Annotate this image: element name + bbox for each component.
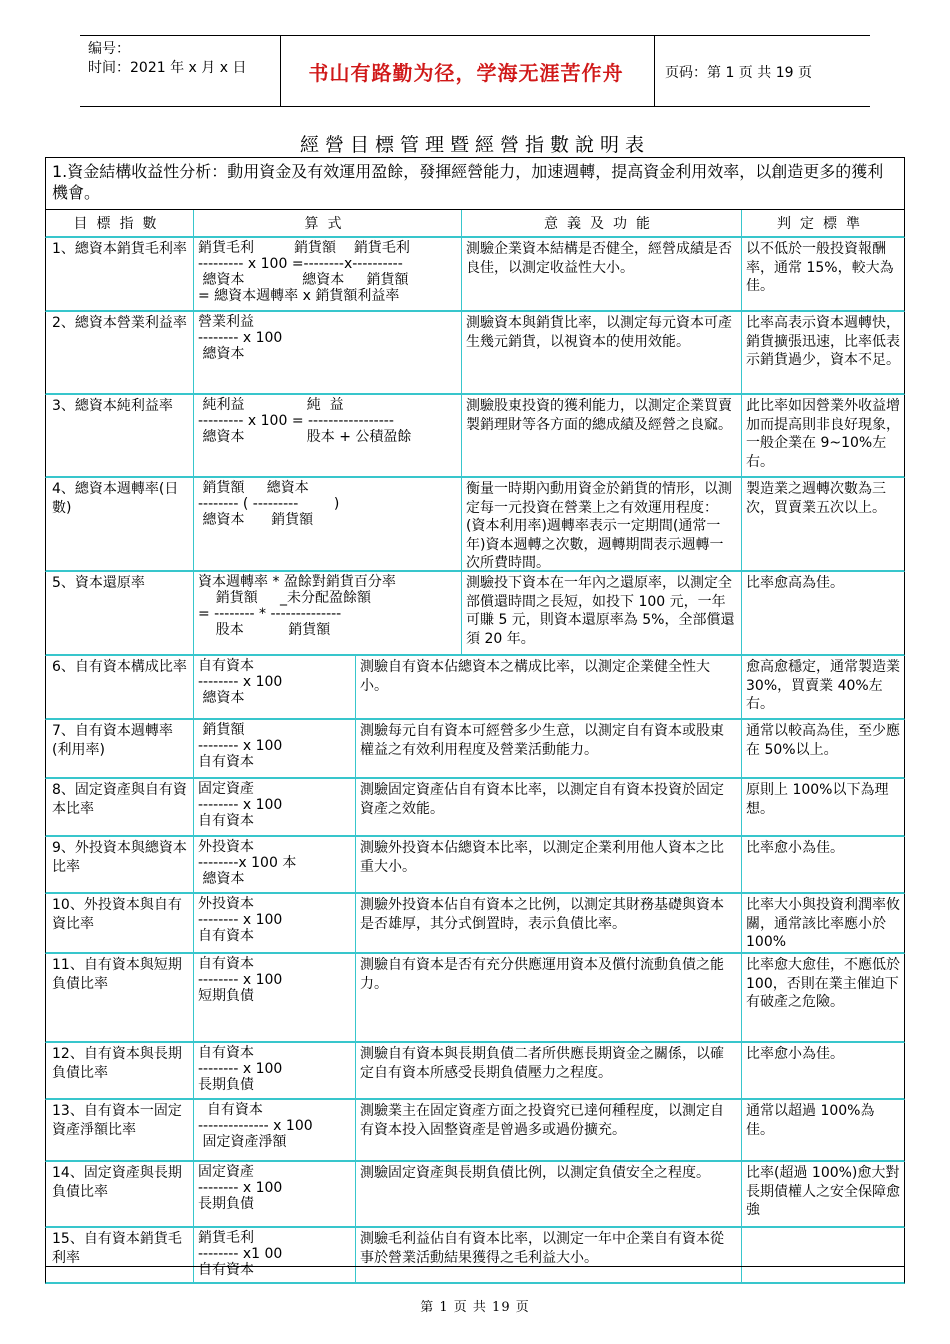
table-row — [45, 894, 905, 954]
section-intro: 1.資金結構收益性分析：動用資金及有效運用盈餘，發揮經營能力，加速週轉，提高資金利用效率，以創造更多的獲利機會。 — [45, 157, 905, 210]
meaning: 測驗自有資本與長期負債二者所供應長期資金之關係，以確定自有資本所感受長期負債壓力之程度。 — [356, 1043, 742, 1098]
standard: 比率高表示資本週轉快，銷貨擴張迅速，比率低表示銷貨過少，資本不足。 — [746, 315, 900, 368]
indicator-name: 1、總資本銷貨毛利率 — [46, 238, 194, 310]
indicator-name: 2、總資本營業利益率 — [46, 312, 194, 393]
standard: 比率愈小為佳。 — [746, 840, 844, 856]
indicator-name: 4、總資本週轉率(日數) — [46, 478, 194, 570]
formula: 自有資本 -------- x 100 總資本 — [194, 656, 356, 718]
standard: 通常以超過 100%為佳。 — [746, 1103, 875, 1138]
table-row — [45, 572, 905, 656]
table-row — [45, 478, 905, 572]
meaning: 測驗資本與銷貨比率，以測定每元資本可產生幾元銷貨，以視資本的使用效能。 — [462, 312, 742, 393]
meaning: 測驗固定資產與長期負債比例，以測定負債安全之程度。 — [356, 1162, 742, 1226]
motto: 书山有路勤为径，学海无涯苦作舟 — [308, 60, 624, 85]
indicator-name: 7、自有資本週轉率(利用率) — [46, 720, 194, 777]
standard — [742, 1228, 904, 1282]
indicator-name: 8、固定資產與自有資本比率 — [46, 779, 194, 835]
table-row — [45, 1043, 905, 1100]
indicator-name: 6、自有資本構成比率 — [46, 656, 194, 718]
indicator-name: 3、總資本純利益率 — [46, 395, 194, 476]
meaning: 測驗固定資產佔自有資本比率，以測定自有資本投資於固定資產之效能。 — [356, 779, 742, 835]
header-divider — [654, 36, 655, 106]
table-bottom-rule — [45, 1266, 905, 1267]
meaning: 測驗外投資本佔總資本比率，以測定企業利用他人資本之比重大小。 — [356, 837, 742, 892]
table-row — [45, 1228, 905, 1284]
indicator-name: 5、資本還原率 — [46, 572, 194, 654]
standard: 比率愈小為佳。 — [746, 1046, 844, 1062]
table-row — [45, 656, 905, 720]
formula: 銷貨毛利 -------- x1 00 自有資本 — [194, 1228, 356, 1282]
doc-number-label: 编号： — [88, 41, 130, 57]
meaning: 測驗外投資本佔自有資本之比例，以測定其財務基礎與資本是否雄厚，其分式倒置時，表示負債比率。 — [356, 894, 742, 952]
header-cell-index: 目標指數 — [46, 210, 194, 236]
table-row — [45, 1100, 905, 1162]
header-cell-standard: 判定標準 — [777, 216, 869, 232]
table-row — [45, 1162, 905, 1228]
formula: 自有資本 -------------- x 100 固定資產淨額 — [194, 1100, 356, 1160]
indicator-name: 12、自有資本與長期負債比率 — [46, 1043, 194, 1098]
formula: 自有資本 -------- x 100 短期負債 — [194, 954, 356, 1041]
meaning: 衡量一時期內動用資金於銷貨的情形，以測定每一元投資在營業上之有效運用程度：(資本利用率)週轉率表示一定期間(通常一年)資本週轉之次數，週轉期間表示週轉一次所費時間。 — [462, 478, 742, 570]
standard: 比率愈大愈佳，不應低於 100，否則在業主催迫下有破產之危險。 — [746, 957, 900, 1010]
formula: 資本週轉率 * 盈餘對銷貨百分率 銷貨額 _未分配盈餘額 = -------- * -------------- 股本 銷貨額 — [194, 572, 462, 654]
table-row — [45, 312, 905, 395]
page-info: 页码：第 1 页 共 19 页 — [665, 65, 812, 81]
table-row — [45, 720, 905, 779]
indicator-name: 10、外投資本與自有資比率 — [46, 894, 194, 952]
formula: 固定資產 -------- x 100 自有資本 — [194, 779, 356, 835]
document-title: 經營目標管理暨經營指數說明表 — [299, 134, 650, 156]
meaning: 測驗股東投資的獲利能力，以測定企業買賣製銷理財等各方面的總成績及經營之良窳。 — [462, 395, 742, 476]
meaning: 測驗投下資本在一年內之還原率，以測定全部償還時間之長短，如投下 100 元，一年可賺 5 元，則資本還原率為 5%，全部償還須 20 年。 — [462, 572, 742, 654]
table-row — [45, 837, 905, 894]
standard: 比率愈高為佳。 — [746, 575, 844, 591]
standard: 以不低於一般投資報酬率，通常 15%，較大為佳。 — [746, 241, 894, 294]
formula: 銷貨毛利 銷貨額 銷貨毛利 --------- x 100 =--------x---------- 總資本 總資本 銷貨額 = 總資本週轉率 x 銷貨額利益率 — [194, 238, 462, 310]
table-row — [45, 954, 905, 1043]
page-footer: 第 1 页 共 19 页 — [420, 1300, 530, 1315]
formula: 純利益 純 益 --------- x 100 = ----------------- 總資本 股本 + 公積盈餘 — [194, 395, 462, 476]
standard: 愈高愈穩定，通常製造業 30%，買賣業 40%左右。 — [746, 659, 900, 712]
meaning: 測驗毛利益佔自有資本比率，以測定一年中企業自有資本從事於營業活動結果獲得之毛利益大小。 — [356, 1228, 742, 1282]
header-cell-formula: 算式 — [194, 210, 462, 236]
formula: 銷貨額 -------- x 100 自有資本 — [194, 720, 356, 777]
indicator-name: 13、自有資本一固定資產淨額比率 — [46, 1100, 194, 1160]
standard: 通常以較高為佳，至少應在 50%以上。 — [746, 723, 900, 758]
formula: 外投資本 --------x 100 本 總資本 — [194, 837, 356, 892]
standard: 比率(超過 100%)愈大對長期債權人之安全保障愈強 — [746, 1165, 900, 1218]
header-meta — [88, 40, 278, 78]
indicator-name: 9、外投資本與總資本比率 — [46, 837, 194, 892]
formula: 外投資本 -------- x 100 自有資本 — [194, 894, 356, 952]
table-row — [45, 238, 905, 312]
meaning: 測驗每元自有資本可經營多少生意，以測定自有資本或股東權益之有效利用程度及營業活動能力。 — [356, 720, 742, 777]
formula: 固定資產 -------- x 100 長期負債 — [194, 1162, 356, 1226]
standard: 比率大小與投資利潤率攸關，通常該比率應小於 100% — [746, 897, 900, 950]
indicator-name: 15、自有資本銷貨毛利率 — [46, 1228, 194, 1282]
meaning: 測驗自有資本是否有充分供應運用資本及償付流動負債之能力。 — [356, 954, 742, 1041]
standard: 此比率如因營業外收益增加而提高則非良好現象，一般企業在 9~10%左右。 — [746, 398, 900, 470]
formula: 自有資本 -------- x 100 長期負債 — [194, 1043, 356, 1098]
date-label: 时间：2021 年 x 月 x 日 — [88, 60, 247, 76]
standard: 製造業之週轉次數為三次，買賣業五次以上。 — [746, 481, 886, 516]
header-cell-meaning: 意義及功能 — [462, 210, 742, 236]
table-row — [45, 395, 905, 478]
formula: 營業利益 -------- x 100 總資本 — [194, 312, 462, 393]
meaning: 測驗自有資本佔總資本之構成比率，以測定企業健全性大小。 — [356, 656, 742, 718]
table-header-row — [45, 210, 905, 238]
formula: 銷貨額 總資本 -------- ( --------- ) 總資本 銷貨額 — [194, 478, 462, 570]
standard: 原則上 100%以下為理想。 — [746, 782, 889, 817]
meaning: 測驗業主在固定資產方面之投資究已達何種程度，以測定自有資本投入固整資產是曾過多或過份擴充。 — [356, 1100, 742, 1160]
indicator-name: 11、自有資本與短期負債比率 — [46, 954, 194, 1041]
page-header — [80, 35, 870, 107]
meaning: 測驗企業資本結構是否健全，經營成績是否良佳，以測定收益性大小。 — [462, 238, 742, 310]
table-row — [45, 779, 905, 837]
indicator-table — [45, 157, 905, 1284]
indicator-name: 14、固定資產與長期負債比率 — [46, 1162, 194, 1226]
